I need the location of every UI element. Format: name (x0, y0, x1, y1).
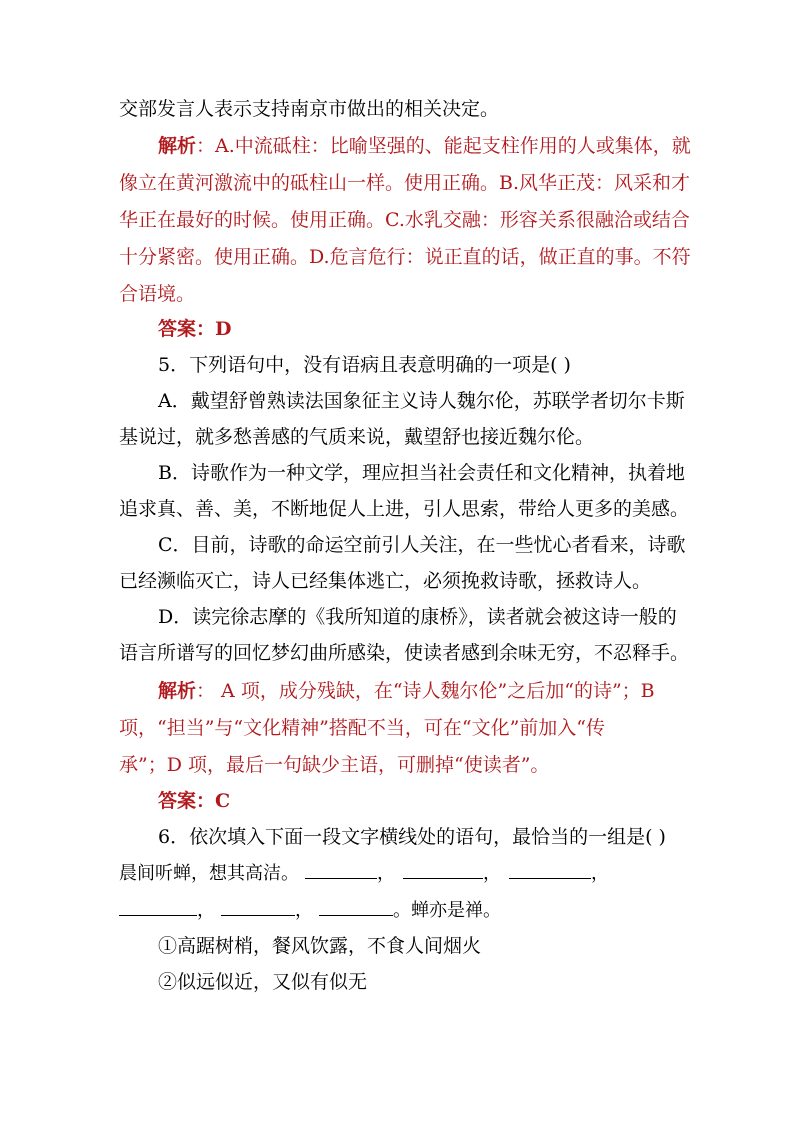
analysis-label: 解析 (158, 135, 197, 157)
q4-analysis-line-1: 解析：A.中流砥柱：比喻坚强的、能起支柱作用的人或集体，就 (158, 135, 691, 157)
fill-blank-2[interactable] (403, 860, 483, 879)
q5-option-c-line-1: C．目前，诗歌的命运空前引人关注，在一些忧心者看来，诗歌 (158, 534, 686, 556)
q6-passage-line-1: 晨间听蝉，想其高洁。 ， ， ， (119, 860, 609, 887)
q6-option-1: ①高踞树梢，餐风饮露，不食人间烟火 (158, 935, 482, 957)
q5-option-c-line-2: 已经濒临灭亡，诗人已经集体逃亡，必须挽救诗歌，拯救诗人。 (119, 570, 652, 592)
q5-analysis-line-3: 承”；D 项，最后一句缺少主语，可删掉“使读者”。 (119, 754, 550, 776)
fill-blank-3[interactable] (509, 860, 591, 879)
q5-option-b-line-1: B．诗歌作为一种文学，理应担当社会责任和文化精神，执着地 (158, 462, 685, 484)
q4-analysis-line-4: 十分紧密。使用正确。D.危言危行：说正直的话，做正直的事。不符 (119, 246, 691, 268)
q5-option-a-line-1: A．戴望舒曾熟读法国象征主义诗人魏尔伦，苏联学者切尔卡斯 (158, 390, 685, 412)
fill-blank-5[interactable] (221, 897, 295, 916)
answer-label: 答案 (158, 790, 197, 812)
q5-option-d-line-2: 语言所谱写的回忆梦幻曲所感染，使读者感到余味无穷，不忍释手。 (119, 642, 690, 664)
q5-analysis-line-2: 项，“担当”与“文化精神”搭配不当，可在“文化”前加入“传 (119, 717, 605, 739)
q6-passage-line-2: ， ， 。蝉亦是禅。 (119, 897, 501, 924)
fill-blank-6[interactable] (319, 897, 393, 916)
q5-option-b-line-2: 追求真、善、美，不断地促人上进，引人思索，带给人更多的美感。 (119, 498, 690, 520)
q4-tail-text: 交部发言人表示支持南京市做出的相关决定。 (119, 98, 500, 120)
q4-analysis-line-5: 合语境。 (119, 283, 196, 305)
q5-analysis-line-1: 解析： A 项，成分残缺，在“诗人魏尔伦”之后加“的诗”；B (158, 680, 655, 702)
q5-stem: 5．下列语句中，没有语病且表意明确的一项是( ) (158, 354, 571, 376)
analysis-label: 解析 (158, 680, 197, 702)
q6-passage-start: 晨间听蝉，想其高洁。 (119, 863, 299, 884)
q5-answer (158, 788, 230, 814)
q6-passage-end: 。蝉亦是禅。 (393, 900, 501, 921)
q4-answer-value: ：D (196, 318, 232, 340)
q5-answer-value: ：C (196, 790, 231, 812)
fill-blank-1[interactable] (305, 860, 377, 879)
q6-stem: 6．依次填入下面一段文字横线处的语句，最恰当的一组是( ) (158, 826, 666, 848)
q4-analysis-line-3: 华正在最好的时候。使用正确。C.水乳交融：形容关系很融洽或结合 (119, 209, 690, 231)
q5-option-a-line-2: 基说过，就多愁善感的气质来说，戴望舒也接近魏尔伦。 (119, 426, 595, 448)
answer-label: 答案 (158, 318, 197, 340)
q4-answer (158, 316, 232, 342)
fill-blank-4[interactable] (119, 897, 197, 916)
q4-analysis-line-2: 像立在黄河激流中的砥柱山一样。使用正确。B.风华正茂：风采和才 (119, 172, 691, 194)
q6-option-2: ②似远似近，又似有似无 (158, 971, 368, 993)
q5-option-d-line-1: D．读完徐志摩的《我所知道的康桥》，读者就会被这诗一般的 (158, 606, 677, 628)
